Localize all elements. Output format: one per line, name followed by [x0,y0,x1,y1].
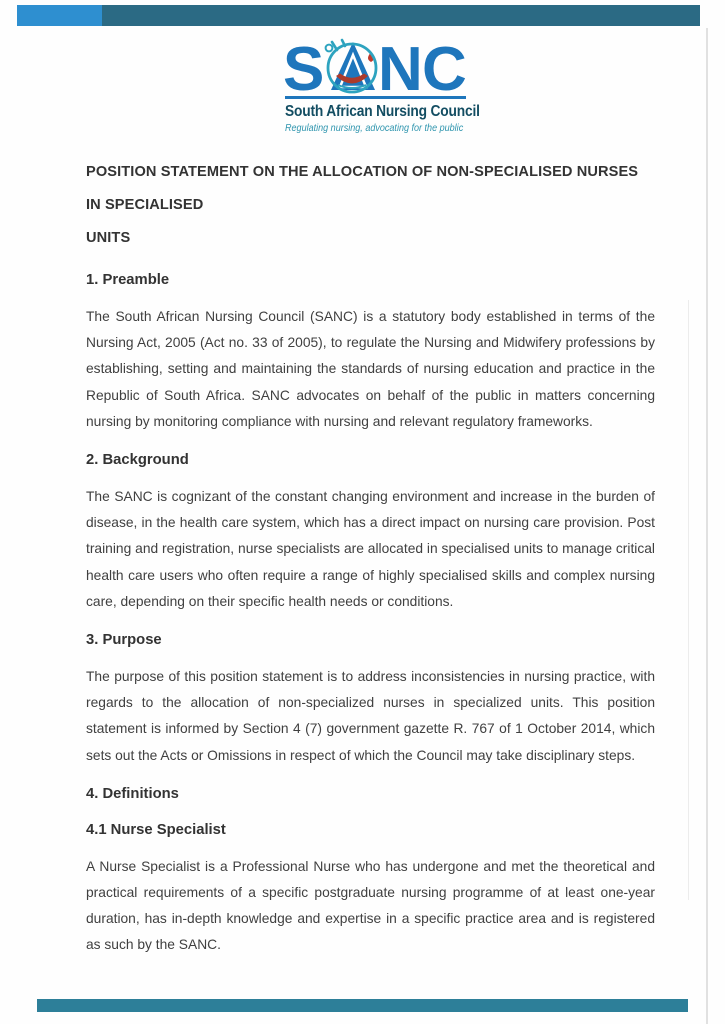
document-section [86,784,655,805]
document-section [86,630,655,769]
document-title [86,156,655,255]
section-paragraph: The SANC is cognizant of the constant changing environment and increase in the burden of disease, in the health care system, which has a direct impact on nursing care provision. Post training and registration, nurse specialists are allocated in specialised units to manage critical health care users who often require a range of highly specialised skills and complex nursing care, depending on their specific health needs or conditions. [86,489,655,609]
org-tagline: Regulating nursing, advocating for the public [285,122,464,134]
logo-letter-s: S [283,35,325,104]
sanc-logo [283,35,467,104]
logo-letter-n: N [378,35,423,104]
section-paragraph: The purpose of this position statement is to address inconsistencies in nursing practice, with regards to the allocation of non-specialized nurses in specialized units. This position statement is informed by Section 4 (7) government gazette R. 767 of 1 October 2014, which sets out the Acts or Omissions in respect of which the Council may take disciplinary steps. [86,669,655,763]
document-title-line: POSITION STATEMENT ON THE ALLOCATION OF NON-SPECIALISED NURSES IN SPECIALISED [86,164,639,213]
section-heading: 1. Preamble [86,272,170,288]
document-title-line: UNITS [86,230,131,246]
top-bar-accent [17,5,102,26]
org-name: South African Nursing Council [285,103,480,120]
logo-letter-c: C [422,35,467,104]
section-heading: 4.1 Nurse Specialist [86,821,226,838]
sections-container [86,270,655,959]
document-section [86,820,655,959]
document-section [86,450,655,615]
section-paragraph: A Nurse Specialist is a Professional Nurse who has undergone and met the theoretical and practical requirements of a specific postgraduate nursing programme of at least one-year duration, has in-depth knowledge and expertise in a specific practice area and is registered as such by the SANC. [86,858,655,953]
top-bar [17,5,700,26]
section-paragraph: The South African Nursing Council (SANC) is a statutory body established in terms of the Nursing Act, 2005 (Act no. 33 of 2005), to regulate the Nursing and Midwifery professions by establishing, setting and maintaining the standards of nursing education and practice in the Republic of South Africa. SANC advocates on behalf of the public in matters concerning nursing by monitoring compliance with nursing and relevant regulatory frameworks. [86,309,655,429]
letterhead [283,35,480,134]
bottom-bar [37,999,688,1012]
section-heading: 2. Background [86,452,189,469]
document-section [86,270,655,435]
section-heading: 4. Definitions [86,785,179,802]
scan-edge-artifact-faint [688,300,689,900]
section-heading: 3. Purpose [86,632,162,649]
document-body [86,156,655,959]
scan-edge-artifact [706,28,708,1024]
